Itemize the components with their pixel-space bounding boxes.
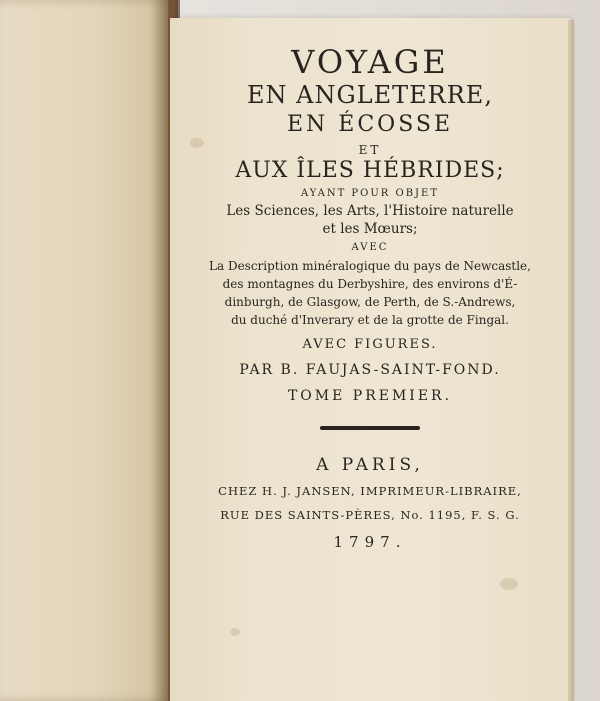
title-et: ET bbox=[358, 143, 382, 157]
foxing-spot bbox=[230, 628, 240, 636]
subtitle-ayant: AYANT POUR OBJET bbox=[300, 188, 440, 199]
description-line: La Description minéralogique du pays de Newcastle, bbox=[209, 259, 531, 273]
divider-rule bbox=[175, 426, 565, 434]
title-hebrides: AUX ÎLES HÉBRIDES; bbox=[235, 158, 505, 183]
foxing-spot bbox=[500, 578, 518, 590]
volume-line: TOME PREMIER. bbox=[287, 388, 453, 404]
subtitle-moeurs: et les Mœurs; bbox=[322, 221, 418, 237]
title-ecosse: EN ÉCOSSE bbox=[286, 112, 454, 137]
author-line: PAR B. FAUJAS-SAINT-FOND. bbox=[239, 362, 501, 378]
left-page bbox=[0, 0, 172, 701]
description-line: des montagnes du Derbyshire, des environs d'É- bbox=[222, 277, 518, 291]
title-angleterre: EN ANGLETERRE, bbox=[247, 81, 493, 109]
title-text-block bbox=[175, 44, 565, 552]
page-edge bbox=[568, 20, 574, 701]
imprint-address: RUE DES SAINTS-PÈRES, No. 1195, F. S. G. bbox=[220, 508, 520, 522]
subtitle-sciences: Les Sciences, les Arts, l'Histoire naturelle bbox=[226, 203, 514, 219]
subtitle-avec: AVEC bbox=[351, 242, 389, 253]
rule-bar bbox=[320, 426, 420, 430]
description-line: dinburgh, de Glasgow, de Perth, de S.-Andrews, bbox=[224, 295, 516, 309]
avec-figures: AVEC FIGURES. bbox=[302, 337, 438, 352]
description-line: du duché d'Inverary et de la grotte de Fingal. bbox=[231, 313, 509, 327]
imprint-city: A PARIS, bbox=[316, 455, 424, 475]
imprint-year: 1797. bbox=[333, 533, 407, 551]
imprint-publisher: CHEZ H. J. JANSEN, IMPRIMEUR-LIBRAIRE, bbox=[218, 484, 522, 498]
title-voyage: VOYAGE bbox=[291, 43, 449, 81]
